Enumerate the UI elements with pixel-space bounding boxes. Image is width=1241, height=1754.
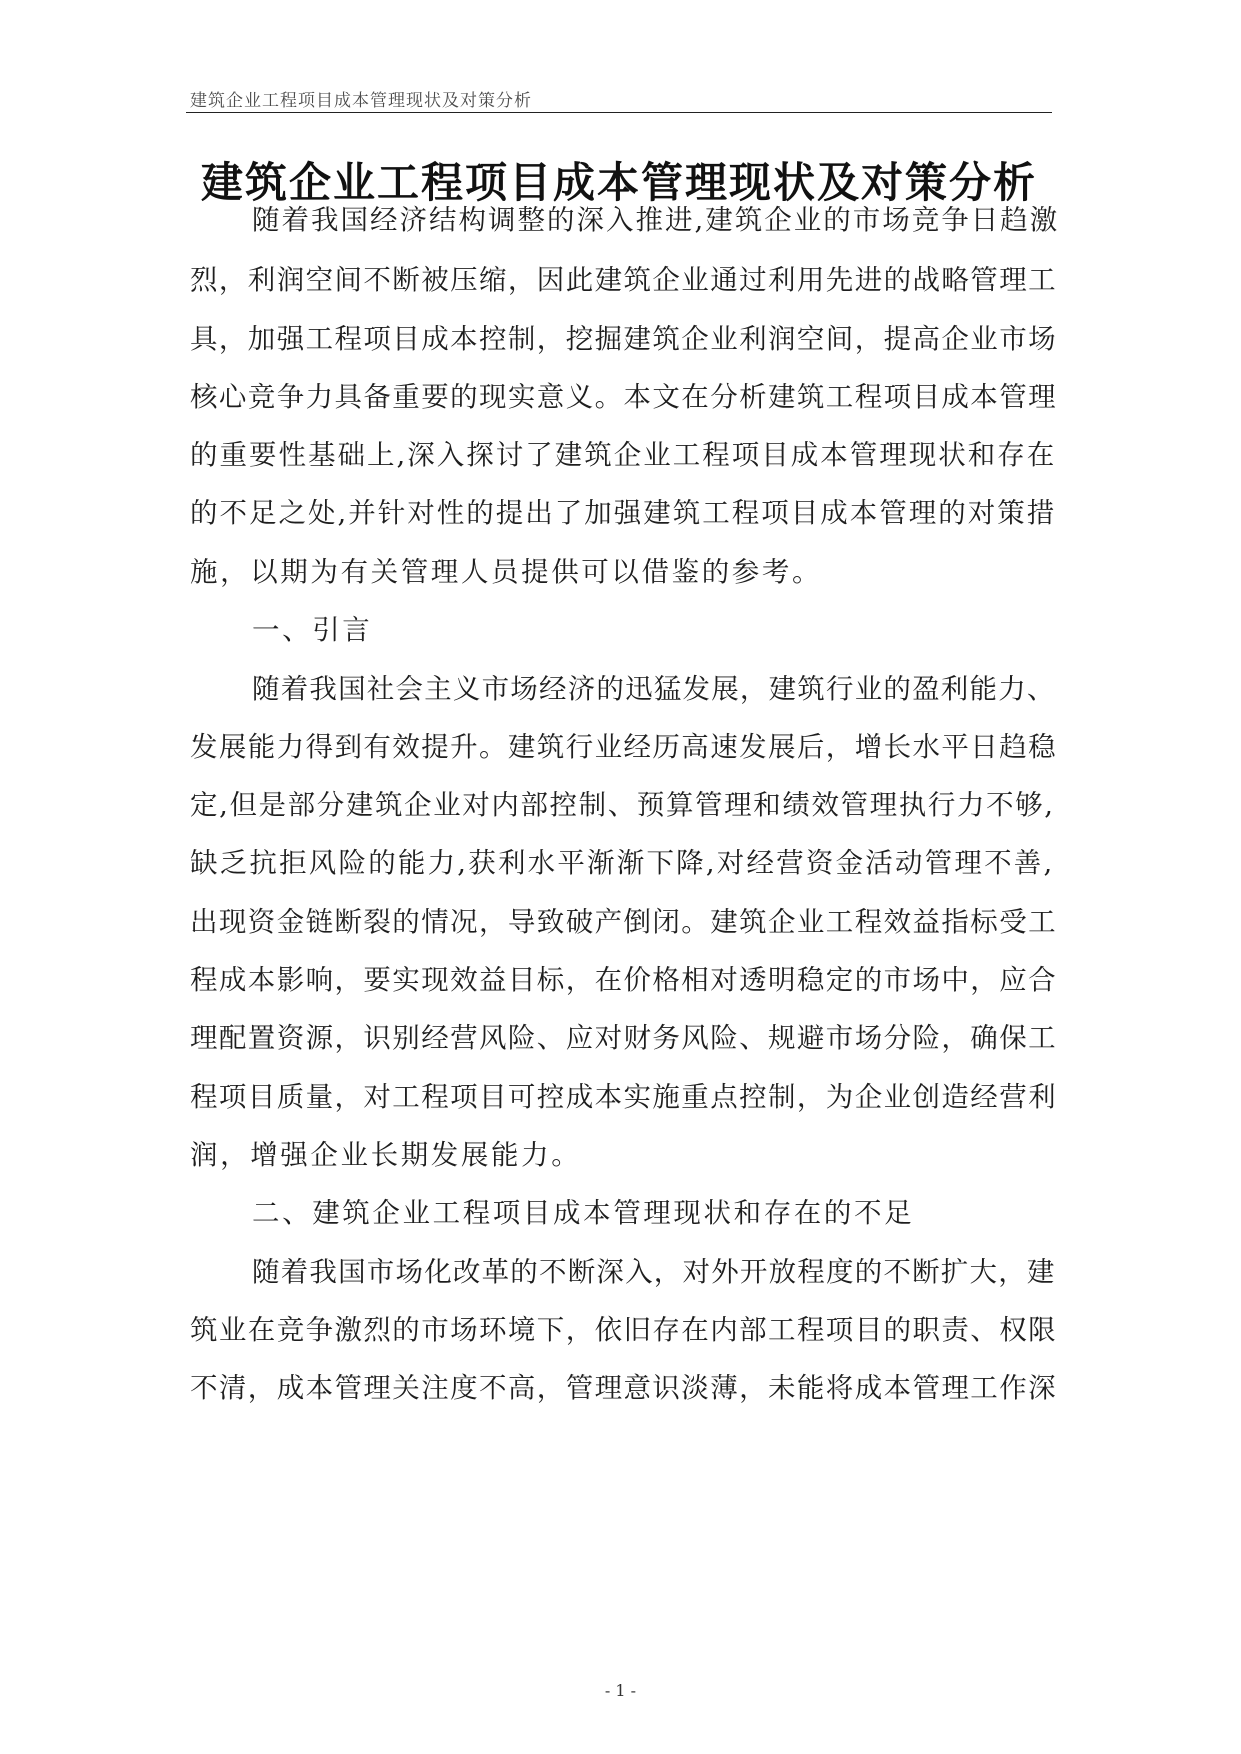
paragraph-line: 定,但是部分建筑企业对内部控制、预算管理和绩效管理执行力不够, bbox=[190, 789, 1055, 821]
paragraph-line: 具，加强工程项目成本控制，挖掘建筑企业利润空间，提高企业市场 bbox=[190, 323, 1057, 355]
paragraph-line: 的不足之处,并针对性的提出了加强建筑工程项目成本管理的对策措 bbox=[190, 497, 1057, 529]
paragraph-line: 施，以期为有关管理人员提供可以借鉴的参考。 bbox=[190, 556, 823, 588]
paragraph-line: 不清，成本管理关注度不高，管理意识淡薄，未能将成本管理工作深 bbox=[190, 1372, 1057, 1404]
paragraph-line: 发展能力得到有效提升。建筑行业经历高速发展后，增长水平日趋稳 bbox=[190, 731, 1057, 763]
paragraph-line: 润，增强企业长期发展能力。 bbox=[190, 1139, 582, 1171]
paragraph-line: 随着我国经济结构调整的深入推进,建筑企业的市场竞争日趋激 bbox=[252, 204, 1060, 236]
paragraph-line: 程项目质量，对工程项目可控成本实施重点控制，为企业创造经营利 bbox=[190, 1081, 1057, 1113]
running-header: 建筑企业工程项目成本管理现状及对策分析 bbox=[190, 91, 532, 111]
header-divider bbox=[186, 112, 1052, 113]
paragraph-line: 烈，利润空间不断被压缩，因此建筑企业通过利用先进的战略管理工 bbox=[190, 264, 1057, 296]
paragraph-line: 筑业在竞争激烈的市场环境下，依旧存在内部工程项目的职责、权限 bbox=[190, 1314, 1057, 1346]
section-heading: 二、建筑企业工程项目成本管理现状和存在的不足 bbox=[252, 1197, 915, 1229]
paragraph-line: 随着我国社会主义市场经济的迅猛发展，建筑行业的盈利能力、 bbox=[252, 673, 1056, 705]
page-number: - 1 - bbox=[604, 1681, 637, 1700]
paragraph-line: 出现资金链断裂的情况，导致破产倒闭。建筑企业工程效益指标受工 bbox=[190, 906, 1057, 938]
section-heading: 一、引言 bbox=[252, 614, 373, 646]
document-title: 建筑企业工程项目成本管理现状及对策分析 bbox=[200, 158, 1037, 207]
paragraph-line: 缺乏抗拒风险的能力,获利水平渐渐下降,对经营资金活动管理不善, bbox=[190, 847, 1055, 879]
paragraph-line: 理配置资源，识别经营风险、应对财务风险、规避市场分险，确保工 bbox=[190, 1022, 1057, 1054]
paragraph-line: 程成本影响，要实现效益目标，在价格相对透明稳定的市场中，应合 bbox=[190, 964, 1057, 996]
paragraph-line: 核心竞争力具备重要的现实意义。本文在分析建筑工程项目成本管理 bbox=[190, 381, 1057, 413]
paragraph-line: 随着我国市场化改革的不断深入，对外开放程度的不断扩大，建 bbox=[252, 1256, 1056, 1288]
paragraph-line: 的重要性基础上,深入探讨了建筑企业工程项目成本管理现状和存在 bbox=[190, 439, 1057, 471]
